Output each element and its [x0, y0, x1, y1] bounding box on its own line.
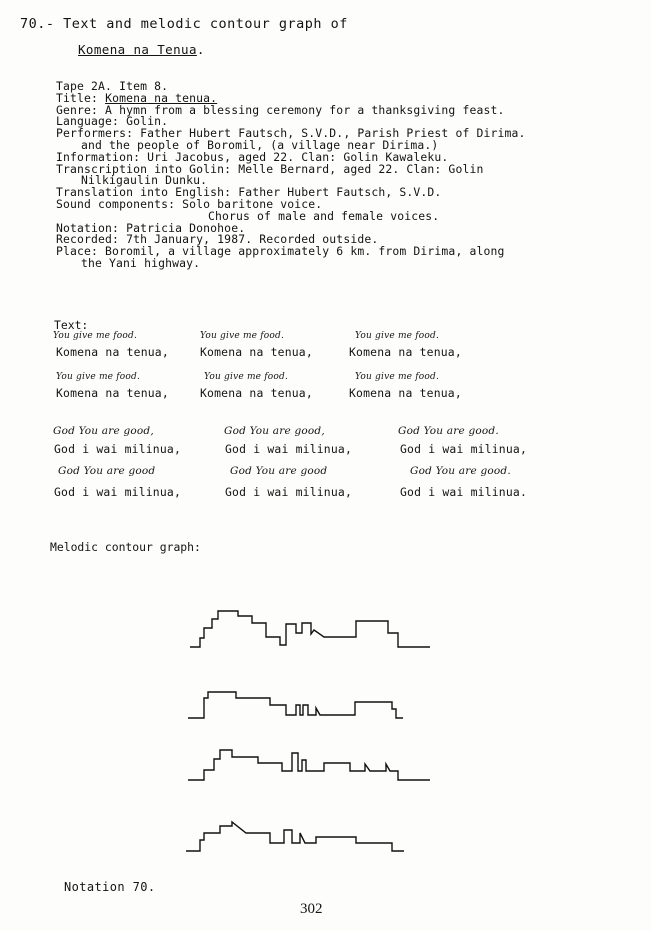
title-label: Title:: [56, 90, 106, 105]
lyric-line: God i wai milinua,: [225, 485, 353, 499]
lyric-line: Komena na tenua,: [200, 386, 313, 400]
genre-line: Genre: A hymn from a blessing ceremony for a thanksgiving feast.: [56, 102, 505, 117]
lyric-line: Komena na tenua,: [349, 386, 462, 400]
sound-components-line: Sound components: Solo baritone voice.: [56, 196, 323, 211]
place-line: Place: Boromil, a village approximately 6 km. from Dirima, along: [56, 244, 505, 259]
lyric-line: God i wai milinua.: [400, 485, 528, 499]
page-number: 302: [300, 901, 323, 917]
gloss-line: God You are good,: [224, 425, 325, 437]
notation-line: Notation: Patricia Donohoe.: [56, 220, 246, 235]
contour-line-4: [186, 822, 404, 851]
lyric-line: Komena na tenua,: [56, 386, 169, 400]
text-label: Text:: [54, 318, 89, 332]
information-line: Information: Uri Jacobus, aged 22. Clan: Golin Kawaleku.: [56, 149, 449, 164]
transcription-line: Transcription into Golin: Melle Bernard, aged 22. Clan: Golin: [56, 161, 484, 176]
gloss-line: God You are good.: [410, 465, 511, 477]
lyric-line: Komena na tenua,: [56, 345, 169, 359]
gloss-line: You give me food.: [204, 372, 289, 382]
lyric-line: God i wai milinua,: [400, 442, 528, 456]
lyric-line: God i wai milinua,: [54, 485, 182, 499]
gloss-line: You give me food.: [200, 331, 285, 341]
contour-line-3: [188, 750, 430, 780]
gloss-line: You give me food.: [355, 331, 440, 341]
notation-number: 70.-: [20, 16, 55, 32]
graph-label: Melodic contour graph:: [50, 540, 201, 554]
transcription-line-continued: Nilkigaulin Dunku.: [81, 173, 208, 188]
gloss-line: God You are good: [230, 465, 328, 477]
lyric-line: Komena na tenua,: [200, 345, 313, 359]
gloss-line: You give me food.: [56, 372, 141, 382]
gloss-line: You give me food.: [355, 372, 440, 382]
lyric-line: God i wai milinua,: [54, 442, 182, 456]
title-value: Komena na tenua.: [105, 90, 218, 105]
tape-line: Tape 2A. Item 8.: [56, 79, 169, 93]
sound-components-line-continued: Chorus of male and female voices.: [208, 208, 440, 223]
heading-text: Text and melodic contour graph of: [63, 16, 348, 32]
performers-line: Performers: Father Hubert Fautsch, S.V.D., Parish Priest of Dirima.: [56, 126, 526, 141]
gloss-line: You give me food.: [53, 331, 138, 341]
lyric-line: Komena na tenua,: [349, 345, 462, 359]
contour-line-1: [190, 611, 430, 647]
song-title-suffix: .: [196, 42, 205, 57]
gloss-line: God You are good: [58, 465, 156, 477]
recorded-line: Recorded: 7th January, 1987. Recorded outside.: [56, 232, 379, 247]
performers-line-continued: and the people of Boromil, (a village near Dirima.): [81, 137, 439, 152]
lyric-line: God i wai milinua,: [225, 442, 353, 456]
gloss-line: God You are good.: [398, 425, 499, 437]
gloss-line: God You are good,: [53, 425, 154, 437]
language-line: Language: Golin.: [56, 114, 169, 129]
place-line-continued: the Yani highway.: [81, 255, 201, 270]
notation-footer: Notation 70.: [64, 880, 156, 894]
translation-line: Translation into English: Father Hubert Fautsch, S.V.D.: [56, 185, 442, 200]
song-title: Komena na Tenua: [78, 42, 197, 57]
contour-line-2: [188, 692, 403, 718]
